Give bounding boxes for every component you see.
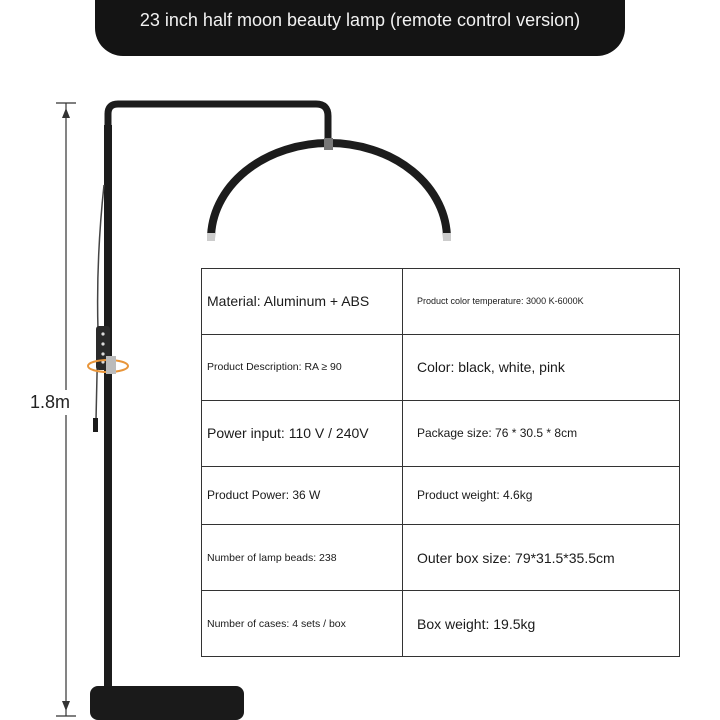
table-row [202,400,680,466]
spec-cell: Product weight: 4.6kg [403,466,680,524]
table-row [202,334,680,400]
spec-cell: Number of lamp beads: 238 [202,525,403,591]
table-row [202,466,680,524]
height-label: 1.8m [30,390,70,415]
spec-cell: Product Power: 36 W [202,466,403,524]
page-title: 23 inch half moon beauty lamp (remote control version) [139,9,581,30]
spec-cell: Outer box size: 79*31.5*35.5cm [403,525,680,591]
spec-cell: Product Description: RA ≥ 90 [202,334,403,400]
table-row [202,591,680,657]
table-row [202,525,680,591]
spec-cell: Color: black, white, pink [403,334,680,400]
spec-cell: Number of cases: 4 sets / box [202,591,403,657]
spec-cell: Power input: 110 V / 240V [202,400,403,466]
table-row [202,269,680,335]
spec-cell: Package size: 76 * 30.5 * 8cm [403,400,680,466]
spec-cell: Product color temperature: 3000 K-6000K [403,269,680,335]
spec-cell: Box weight: 19.5kg [403,591,680,657]
spec-table [201,268,680,657]
spec-cell: Material: Aluminum + ABS [202,269,403,335]
half-moon-lamp-icon [207,138,451,241]
